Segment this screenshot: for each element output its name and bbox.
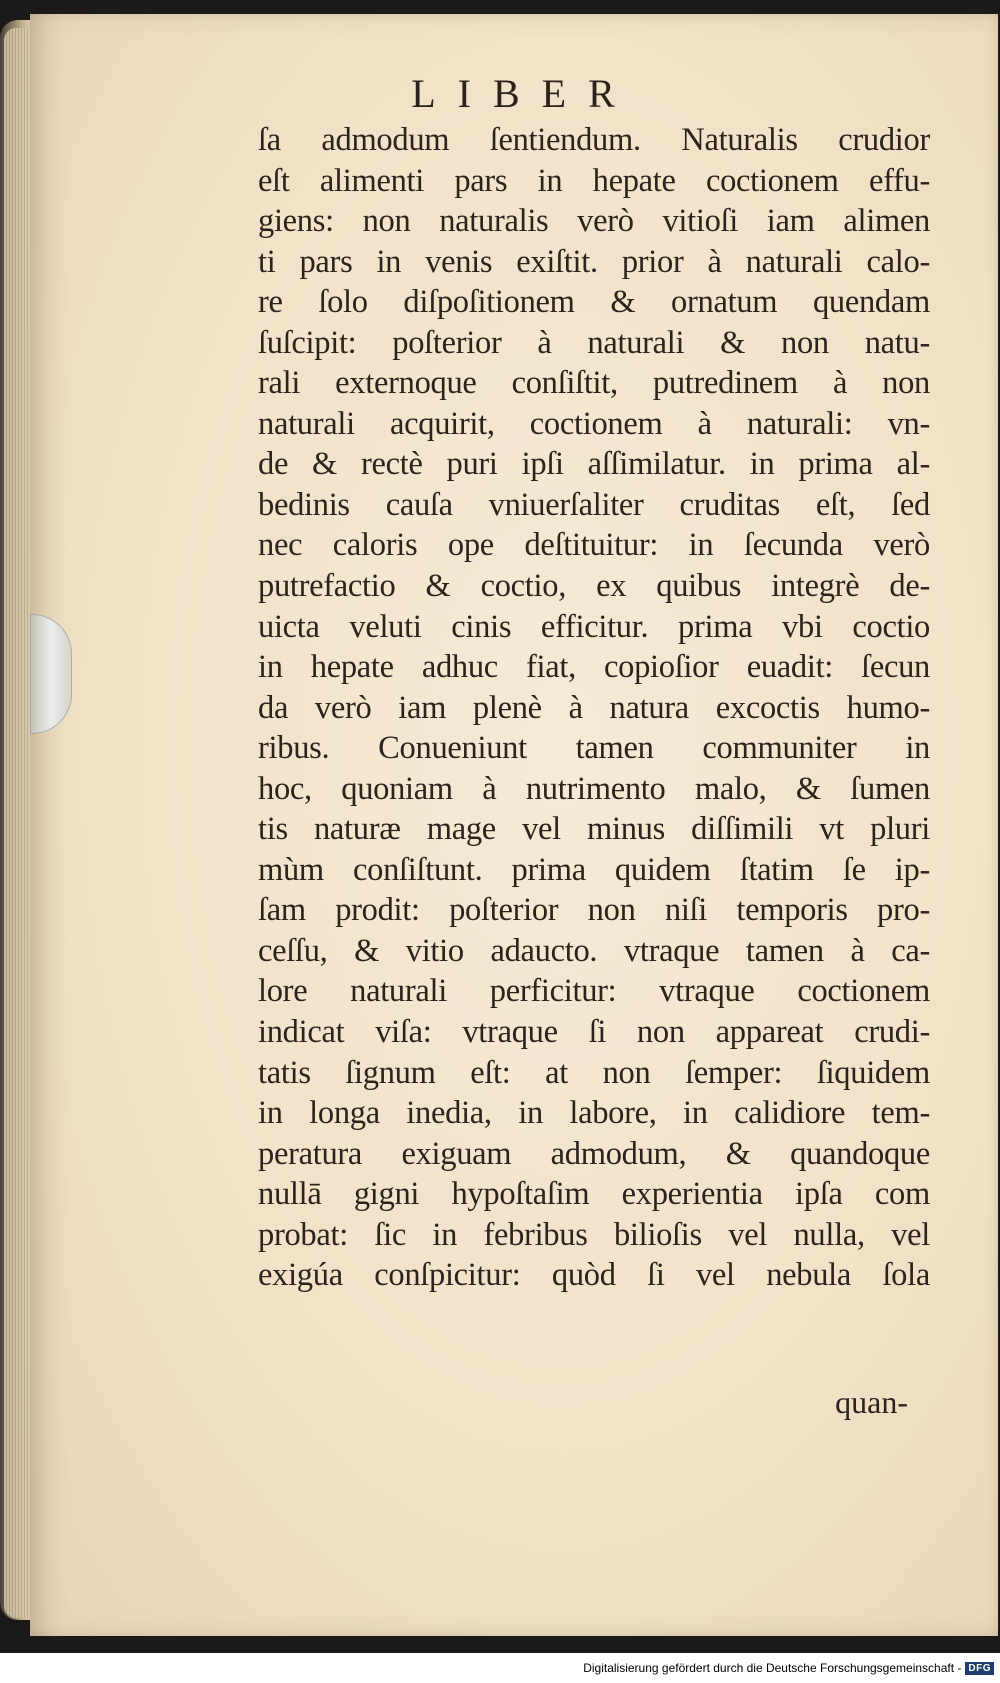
text-line: mùm conſiſtunt. prima quidem ſtatim ſe ip- [258, 851, 930, 888]
text-line: in longa inedia, in labore, in calidiore tem- [258, 1095, 930, 1132]
text-line: probat: ſic in febribus bilioſis vel nulla, vel [258, 1216, 930, 1253]
text-line: putrefactio & coctio, ex quibus integrè de- [258, 568, 930, 605]
text-line: ti pars in venis exiſtit. prior à naturali calo- [258, 243, 930, 280]
text-line: re ſolo diſpoſitionem & ornatum quendam [258, 284, 930, 321]
text-line: naturali acquirit, coctionem à naturali: vn- [258, 405, 930, 442]
dfg-logo: DFG [965, 1662, 994, 1675]
credit-text: Digitalisierung gefördert durch die Deutsche Forschungsgemeinschaft - [583, 1661, 962, 1675]
catchword: quan- [835, 1384, 908, 1420]
text-line: peratura exiguam admodum, & quandoque [258, 1135, 930, 1172]
text-line: ceſſu, & vitio adaucto. vtraque tamen à ca- [258, 932, 930, 969]
book-page [30, 14, 998, 1636]
text-line: ſuſcipit: poſterior à naturali & non natu- [258, 324, 930, 361]
text-line: ribus. Conueniunt tamen communiter in [258, 730, 930, 767]
text-line: ſa admodum ſentiendum. Naturalis crudior [258, 122, 930, 158]
text-line: nec caloris ope deſtituitur: in ſecunda verò [258, 527, 930, 564]
text-line: rali externoque conſiſtit, putredinem à non [258, 365, 930, 402]
text-line: ſam prodit: poſterior non niſi temporis pro- [258, 892, 930, 929]
text-line: de & rectè puri ipſi aſſimilatur. in prima al- [258, 446, 930, 483]
text-line: lore naturali perficitur: vtraque coctionem [258, 973, 930, 1010]
text-line: nullā gigni hypoſtaſim experientia ipſa com [258, 1176, 930, 1213]
digitization-credit-bar [0, 1653, 1000, 1683]
text-line: tis naturæ mage vel minus diſſimili vt pluri [258, 811, 930, 848]
page-clip [30, 614, 72, 734]
text-line: indicat viſa: vtraque ſi non appareat crudi- [258, 1014, 930, 1051]
text-line: da verò iam plenè à natura excoctis humo- [258, 689, 930, 726]
text-line: uicta veluti cinis efficitur. prima vbi coctio [258, 608, 930, 645]
text-line: hoc, quoniam à nutrimento malo, & ſumen [258, 770, 930, 807]
text-line: giens: non naturalis verò vitioſi iam alimen [258, 203, 930, 240]
text-line: in hepate adhuc fiat, copioſior euadit: ſecun [258, 649, 930, 686]
text-line: bedinis cauſa vniuerſaliter cruditas eſt, ſed [258, 486, 930, 523]
text-line: tatis ſignum eſt: at non ſemper: ſiquidem [258, 1054, 930, 1091]
text-line: exigúa conſpicitur: quòd ſi vel nebula ſola [258, 1257, 930, 1294]
running-header: LIBER [411, 71, 637, 116]
text-line: eſt alimenti pars in hepate coctionem effu- [258, 162, 930, 199]
body-text [258, 120, 930, 1296]
